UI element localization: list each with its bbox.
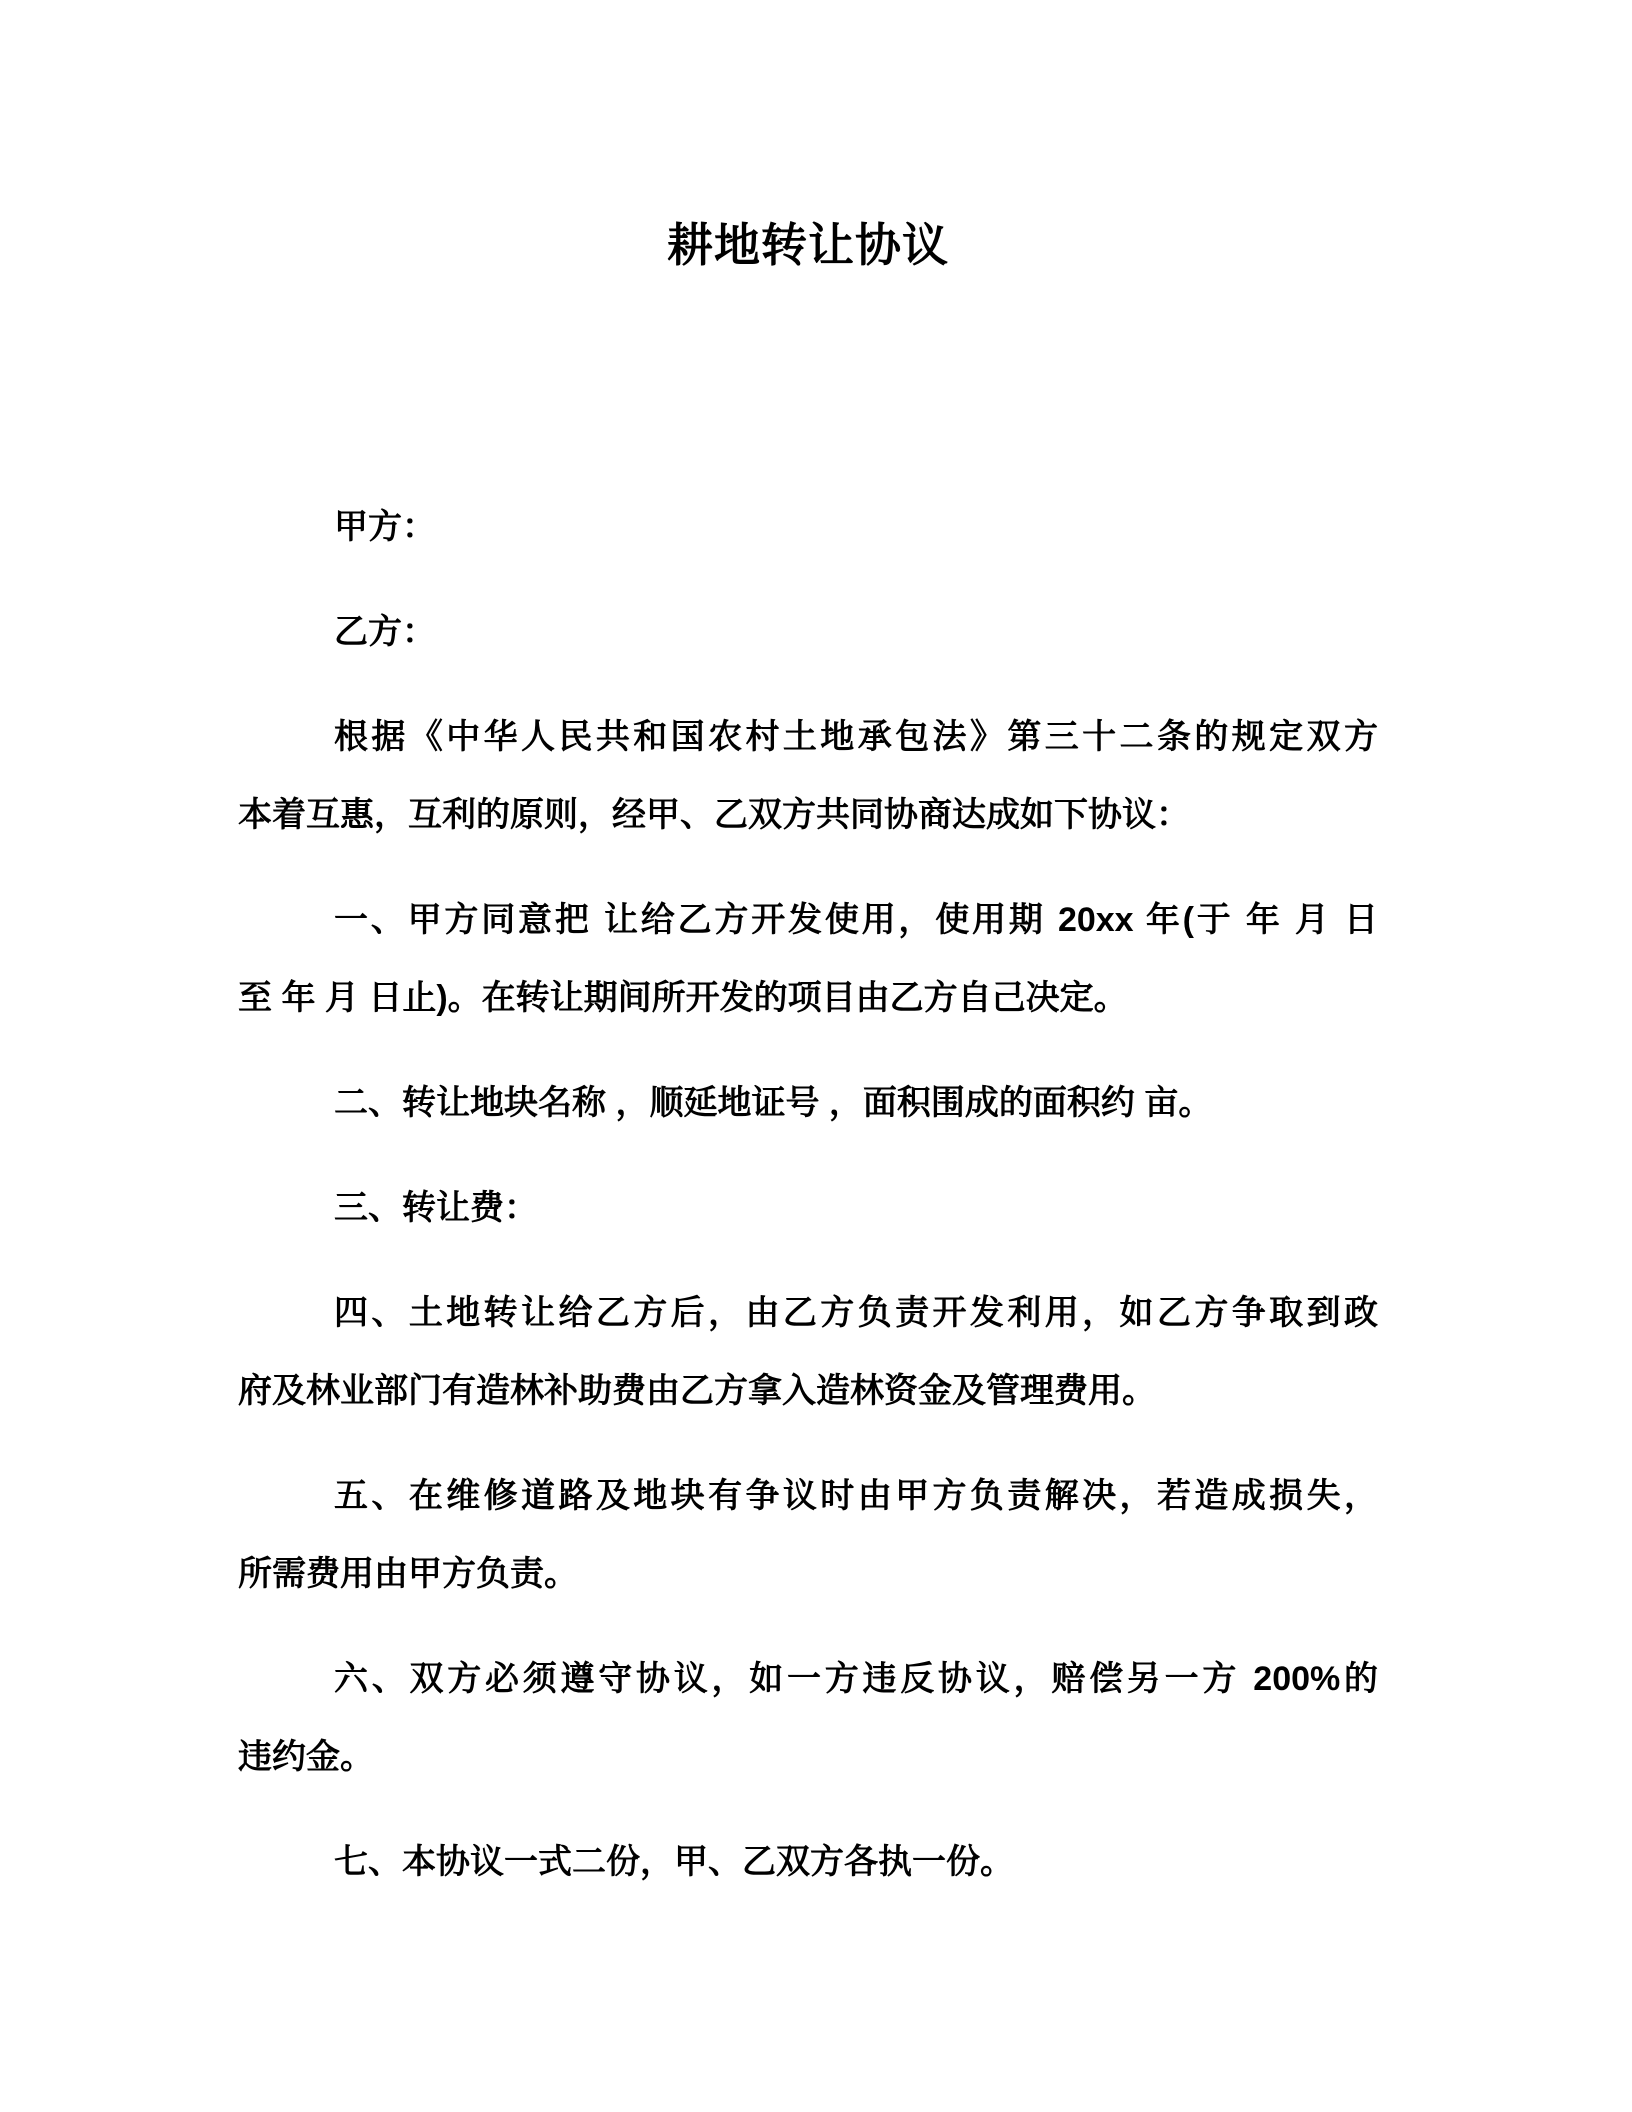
paragraph — [238, 1169, 1378, 1247]
paragraph — [238, 593, 1378, 671]
paragraph-line: 一、甲方同意把 让给乙方开发使用，使用期 20xx 年(于 年 月 日 — [334, 901, 1378, 939]
document-title: 耕地转让协议 — [667, 219, 949, 271]
paragraph-line: 六、双方必须遵守协议，如一方违反协议，赔偿另一方 200%的 — [334, 1660, 1378, 1698]
paragraph-line: 违约金。 — [238, 1738, 374, 1776]
paragraph — [238, 1457, 1378, 1613]
paragraph — [238, 1064, 1378, 1142]
paragraph — [238, 1274, 1378, 1430]
paragraph — [238, 698, 1378, 854]
paragraph-list — [238, 488, 1378, 1901]
paragraph-line: 府及林业部门有造林补助费由乙方拿入造林资金及管理费用。 — [238, 1372, 1156, 1410]
paragraph-line: 甲方： — [334, 508, 436, 546]
paragraph-line: 所需费用由甲方负责。 — [238, 1555, 578, 1593]
paragraph-line: 至 年 月 日止)。在转让期间所开发的项目由乙方自己决定。 — [238, 979, 1128, 1017]
paragraph-line: 五、在维修道路及地块有争议时由甲方负责解决，若造成损失， — [334, 1477, 1378, 1515]
paragraph-line: 三、转让费： — [334, 1189, 538, 1227]
paragraph-line: 四、土地转让给乙方后，由乙方负责开发利用，如乙方争取到政 — [334, 1294, 1378, 1332]
paragraph — [238, 488, 1378, 566]
paragraph-line: 乙方： — [334, 613, 436, 651]
paragraph — [238, 1640, 1378, 1796]
paragraph — [238, 1823, 1378, 1901]
paragraph-line: 七、本协议一式二份，甲、乙双方各执一份。 — [334, 1843, 1014, 1881]
paragraph-line: 本着互惠，互利的原则，经甲、乙双方共同协商达成如下协议： — [238, 796, 1190, 834]
paragraph — [238, 881, 1378, 1037]
paragraph-line: 二、转让地块名称 ，顺延地证号 ，面积围成的面积约 亩。 — [334, 1084, 1213, 1122]
paragraph-line: 根据《中华人民共和国农村土地承包法》第三十二条的规定双方 — [334, 718, 1378, 756]
